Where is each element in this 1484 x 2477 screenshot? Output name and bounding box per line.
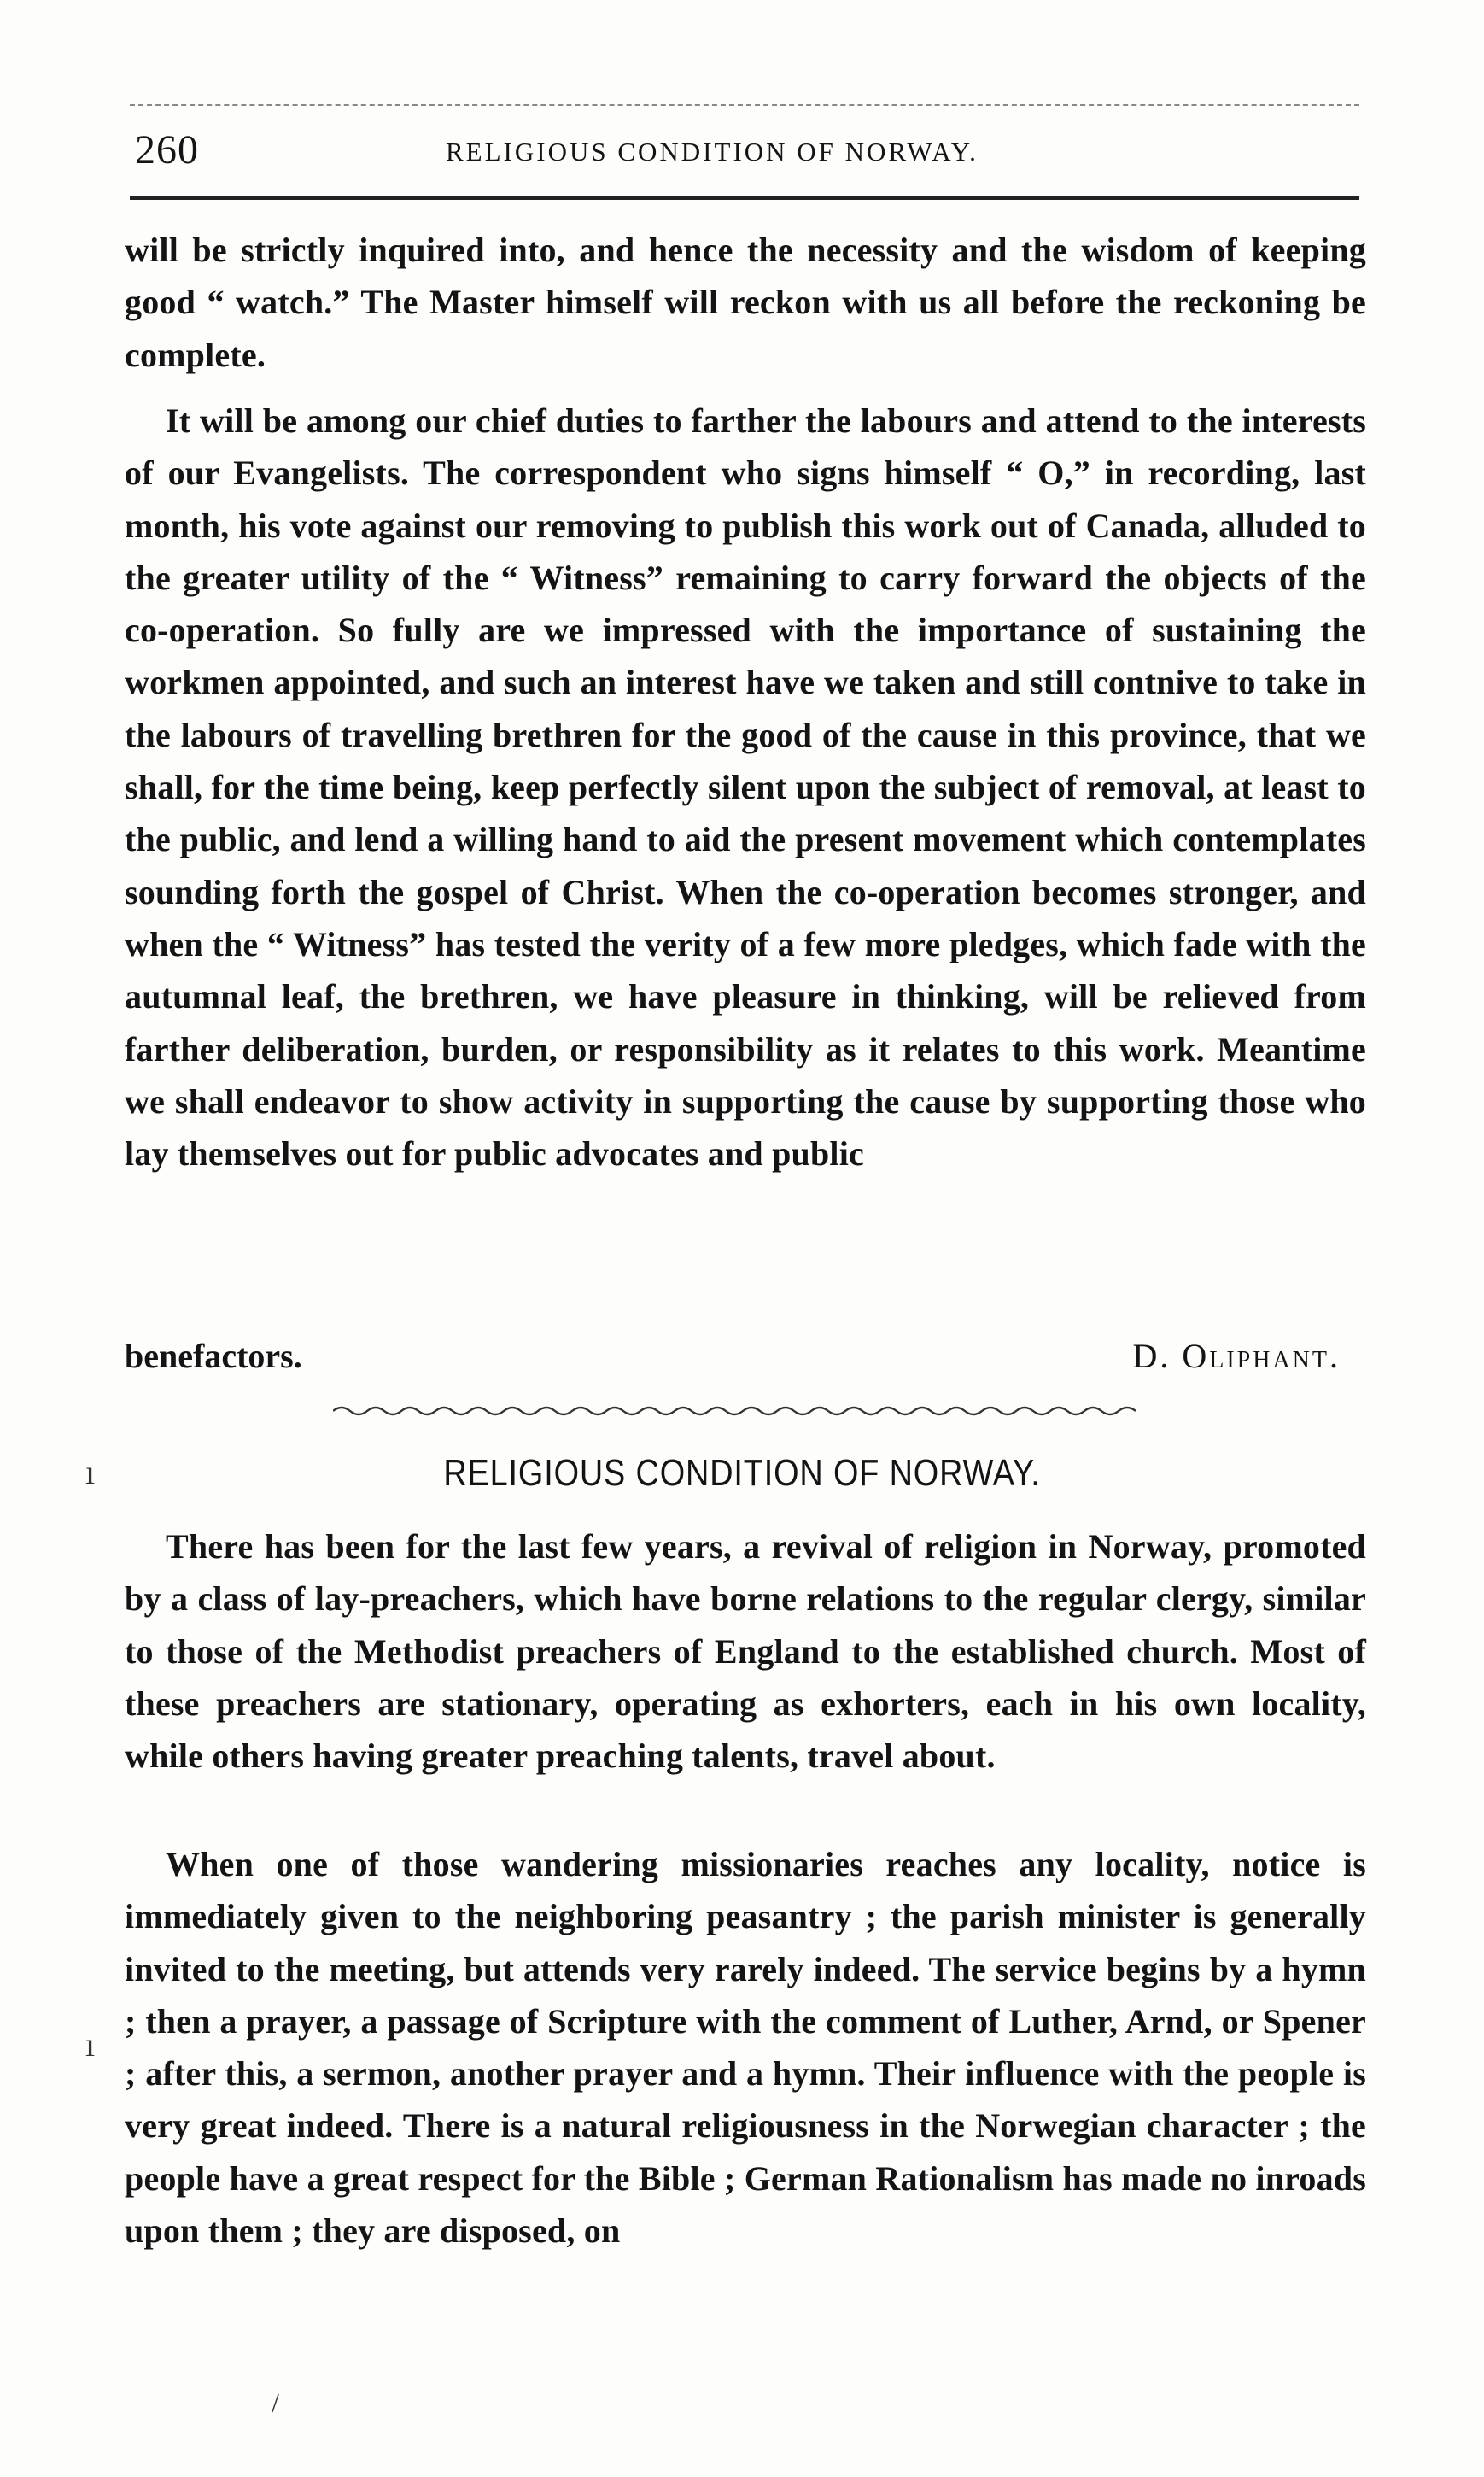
evangelists-paragraph: It will be among our chief duties to farther the labours and attend to the interests of our Evangelists. The correspondent who signs himself “ O,” in recording, last month, his vote against our removing to publish this work out of Canada, alluded to the greater utility of the “ Witness” remaining to carry forward the objects of the co-operation. So fully are we impressed with the importance of sustaining the workmen appointed, and such an interest have we taken and still contnive to take in the labours of travelling brethren for the good of the cause in this province, that we shall, for the time being, keep perfectly silent upon the subject of removal, at least to the public, and lend a willing hand to aid the present movement which contemplates sounding forth the gospel of Christ. When the co-operation becomes stronger, and when the “ Witness” has tested the verity of a few more pledges, which fade with the autumnal leaf, the brethren, we have pleasure in thinking, will be relieved from farther deliberation, burden, or responsibility as it relates to this work. Meantime we shall endeavor to show activity in supporting the cause by supporting those who lay themselves out for public advocates and public (125, 401, 1366, 1174)
revival-paragraph: There has been for the last few years, a revival of religion in Norway, promoted by a class of lay-preachers, which have borne relations to the regular clergy, similar to those of the Methodist preachers of England to the established church. Most of these preachers are stationary, operating as exhorters, each in his own locality, while others having greater preaching talents, travel about. (125, 1527, 1366, 1776)
signature-line (125, 1330, 1366, 1382)
author-signature: D. Oliphant. (1132, 1337, 1341, 1375)
previous-article-body (125, 395, 1366, 1180)
top-dashed-rule (130, 104, 1359, 106)
previous-article-continuation (125, 224, 1366, 381)
margin-mark: ı (85, 1453, 96, 1491)
article-paragraph-2 (125, 1838, 1366, 2257)
missionaries-paragraph: When one of those wandering missionaries reaches any locality, notice is immediately given to the neighboring peasantry ; the parish minister is generally invited to the meeting, but attends very rarely indeed. The service begins by a hymn ; then a prayer, a passage of Scripture with the comment of Luther, Arnd, or Spener ; after this, a sermon, another prayer and a hymn. Their influence with the people is very great indeed. There is a natural religiousness in the Norwegian character ; the people have a great respect for the Bible ; German Rationalism has made no inroads upon them ; they are disposed, on (125, 1845, 1366, 2251)
running-head (130, 125, 1359, 184)
wavy-divider-ornament (333, 1404, 1136, 1418)
closing-word: benefactors. (125, 1337, 302, 1375)
header-rule (130, 196, 1359, 200)
margin-mark: / (272, 2387, 279, 2418)
article-title: RELIGIOUS CONDITION OF NORWAY. (443, 1452, 1041, 1494)
article-paragraph-1 (125, 1520, 1366, 1782)
page-number: 260 (135, 127, 199, 173)
running-title: RELIGIOUS CONDITION OF NORWAY. (446, 137, 979, 167)
margin-mark: ı (85, 2025, 96, 2064)
continuation-paragraph: will be strictly inquired into, and hence the necessity and the wisdom of keeping good “ watch.” The Master himself will reckon with us all before the reckoning be complete. (125, 231, 1366, 374)
